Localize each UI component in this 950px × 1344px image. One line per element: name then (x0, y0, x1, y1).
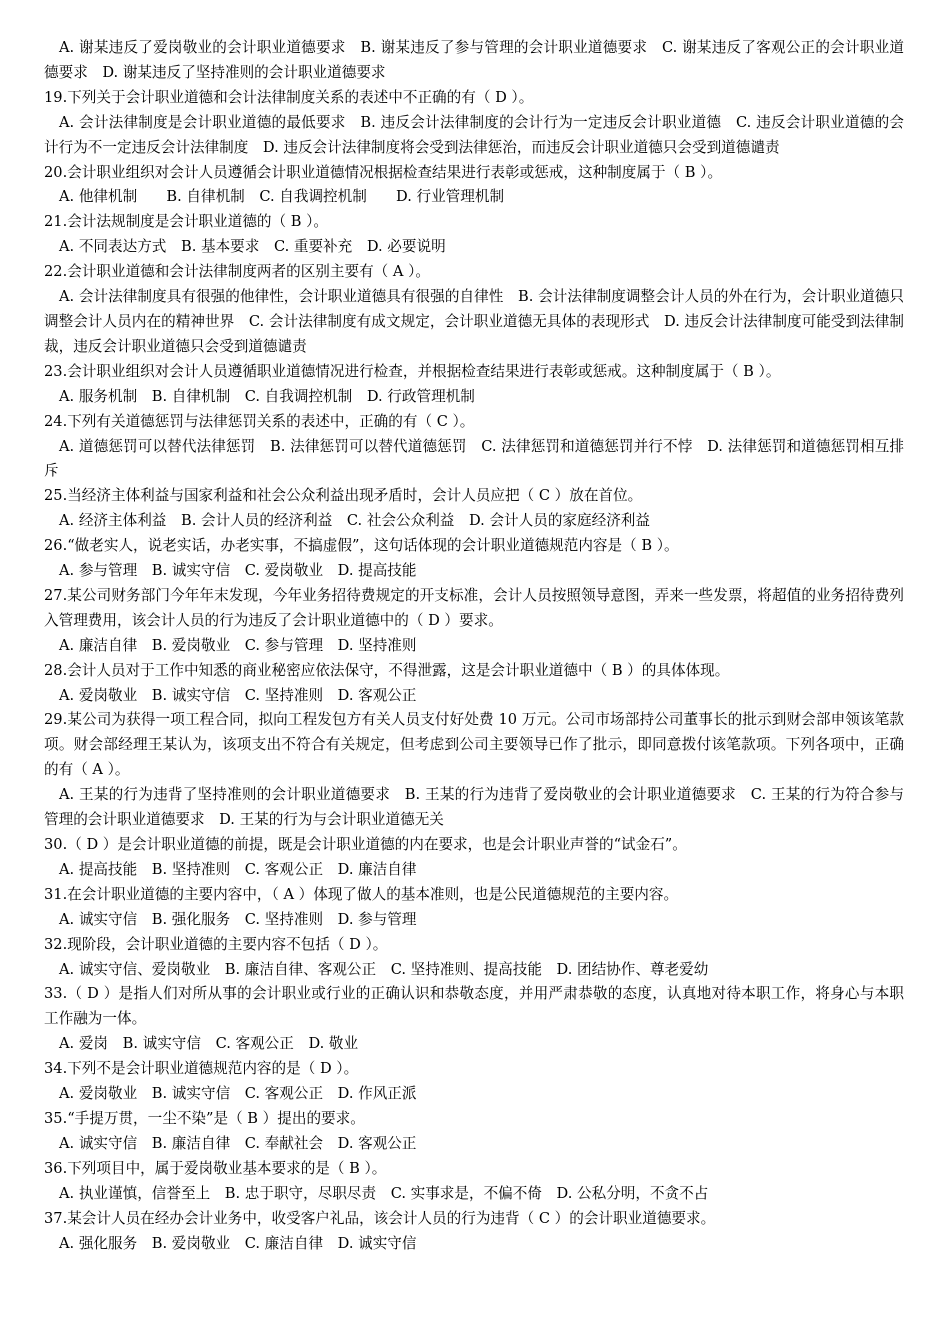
question-stem: 36.下列项目中，属于爱岗敬业基本要求的是（ B ）。 (44, 1159, 387, 1177)
answer-options: A. 诚实守信、爱岗敬业 B. 廉洁自律、客观公正 C. 坚持准则、提高技能 D. 团结协作、尊老爱幼 (59, 960, 709, 978)
answer-options: A. 服务机制 B. 自律机制 C. 自我调控机制 D. 行政管理机制 (59, 387, 475, 405)
question-stem: 35.“手提万贯，一尘不染”是（ B ）提出的要求。 (44, 1109, 365, 1127)
answer-options: A. 会计法律制度是会计职业道德的最低要求 B. 违反会计法律制度的会计行为一定违反会计职业道德 C. 违反会计职业道德的会计行为不一定违反会计法律制度 D. 违反会计法律制度将会受到法律惩治，而违反会计职业道德只会受到道德谴责 (44, 113, 904, 156)
question-stem: 31.在会计职业道德的主要内容中，（ A ）体现了做人的基本准则，也是公民道德规范的主要内容。 (44, 885, 679, 903)
answer-options: A. 廉洁自律 B. 爱岗敬业 C. 参与管理 D. 坚持准则 (59, 636, 417, 654)
answer-options: A. 执业谨慎，信誉至上 B. 忠于职守，尽职尽责 C. 实事求是，不偏不倚 D. 公私分明，不贪不占 (59, 1184, 709, 1202)
question-stem: 25.当经济主体利益与国家利益和社会公众利益出现矛盾时，会计人员应把（ C ）放在首位。 (44, 487, 643, 505)
question-stem: 23.会计职业组织对会计人员遵循职业道德情况进行检查，并根据检查结果进行表彰或惩戒。这种制度属于（ B ）。 (44, 362, 781, 380)
question-stem: 19.下列关于会计职业道德和会计法律制度关系的表述中不正确的有（ D ）。 (44, 88, 534, 106)
answer-options: A. 他律机制 B. 自律机制 C. 自我调控机制 D. 行业管理机制 (59, 188, 505, 206)
answer-options: A. 会计法律制度具有很强的他律性，会计职业道德具有很强的自律性 B. 会计法律制度调整会计人员的外在行为，会计职业道德只调整会计人员内在的精神世界 C. 会计法律制度有成文规定，会计职业道德无具体的表现形式 D. 违反会计法律制度可能受到法律制裁，违反会计职业道德只会受到道德谴责 (44, 288, 904, 355)
answer-options: A. 谢某违反了爱岗敬业的会计职业道德要求 B. 谢某违反了参与管理的会计职业道德要求 C. 谢某违反了客观公正的会计职业道德要求 D. 谢某违反了坚持准则的会计职业道德要求 (44, 39, 904, 81)
answer-options: A. 参与管理 B. 诚实守信 C. 爱岗敬业 D. 提高技能 (59, 562, 417, 580)
question-stem: 32.现阶段，会计职业道德的主要内容不包括（ D ）。 (44, 935, 388, 953)
answer-options: A. 爱岗敬业 B. 诚实守信 C. 客观公正 D. 作风正派 (59, 1085, 417, 1103)
answer-options: A. 爱岗敬业 B. 诚实守信 C. 坚持准则 D. 客观公正 (59, 686, 417, 704)
answer-options: A. 诚实守信 B. 强化服务 C. 坚持准则 D. 参与管理 (59, 910, 417, 928)
question-stem: 29.某公司为获得一项工程合同，拟向工程发包方有关人员支付好处费 10 万元。公司市场部持公司董事长的批示到财会部申领该笔款项。财会部经理王某认为，该项支出不符合有关规定，但考虑到公司主要领导已作了批示，即同意拨付该笔款项。下列各项中，正确的有（ A ）。 (44, 711, 904, 779)
question-stem: 20.会计职业组织对会计人员遵循会计职业道德情况根据检查结果进行表彰或惩戒，这种制度属于（ B ）。 (44, 163, 723, 181)
answer-options: A. 经济主体利益 B. 会计人员的经济利益 C. 社会公众利益 D. 会计人员的家庭经济利益 (59, 512, 650, 530)
question-stem: 21.会计法规制度是会计职业道德的（ B ）。 (44, 213, 329, 231)
question-stem: 30.（ D ）是会计职业道德的前提，既是会计职业道德的内在要求，也是会计职业声誉的“试金石”。 (44, 836, 687, 853)
answer-options: A. 诚实守信 B. 廉洁自律 C. 奉献社会 D. 客观公正 (59, 1134, 417, 1152)
question-stem: 22.会计职业道德和会计法律制度两者的区别主要有（ A ）。 (44, 263, 430, 281)
question-stem: 27.某公司财务部门今年年末发现，今年业务招待费规定的开支标准，会计人员按照领导意图，弄来一些发票，将超值的业务招待费列入管理费用，该会计人员的行为违反了会计职业道德中的（ D ）要求。 (44, 586, 904, 629)
question-stem: 28.会计人员对于工作中知悉的商业秘密应依法保守，不得泄露，这是会计职业道德中（ B ）的具体体现。 (44, 661, 730, 679)
answer-options: A. 王某的行为违背了坚持准则的会计职业道德要求 B. 王某的行为违背了爱岗敬业的会计职业道德要求 C. 王某的行为符合参与管理的会计职业道德要求 D. 王某的行为与会计职业道德无关 (44, 786, 904, 829)
question-stem: 34.下列不是会计职业道德规范内容的是（ D ）。 (44, 1060, 359, 1078)
answer-options: A. 提高技能 B. 坚持准则 C. 客观公正 D. 廉洁自律 (59, 860, 417, 878)
question-stem: 24.下列有关道德惩罚与法律惩罚关系的表述中，正确的有（ C ）。 (44, 412, 475, 430)
question-stem: 37.某会计人员在经办会计业务中，收受客户礼品，该会计人员的行为违背（ C ）的会计职业道德要求。 (44, 1209, 716, 1227)
question-stem: 26.“做老实人，说老实话，办老实事，不搞虚假”，这句话体现的会计职业道德规范内容是（ B ）。 (44, 537, 679, 555)
question-stem: 33.（ D ）是指人们对所从事的会计职业或行业的正确认识和恭敬态度，并用严肃恭敬的态度，认真地对待本职工作，将身心与本职工作融为一体。 (44, 985, 904, 1028)
answer-options: A. 强化服务 B. 爱岗敬业 C. 廉洁自律 D. 诚实守信 (59, 1234, 417, 1252)
answer-options: A. 爱岗 B. 诚实守信 C. 客观公正 D. 敬业 (59, 1035, 359, 1053)
answer-options: A. 不同表达方式 B. 基本要求 C. 重要补充 D. 必要说明 (59, 238, 446, 256)
answer-options: A. 道德惩罚可以替代法律惩罚 B. 法律惩罚可以替代道德惩罚 C. 法律惩罚和道德惩罚并行不悖 D. 法律惩罚和道德惩罚相互排斥 (44, 437, 904, 480)
